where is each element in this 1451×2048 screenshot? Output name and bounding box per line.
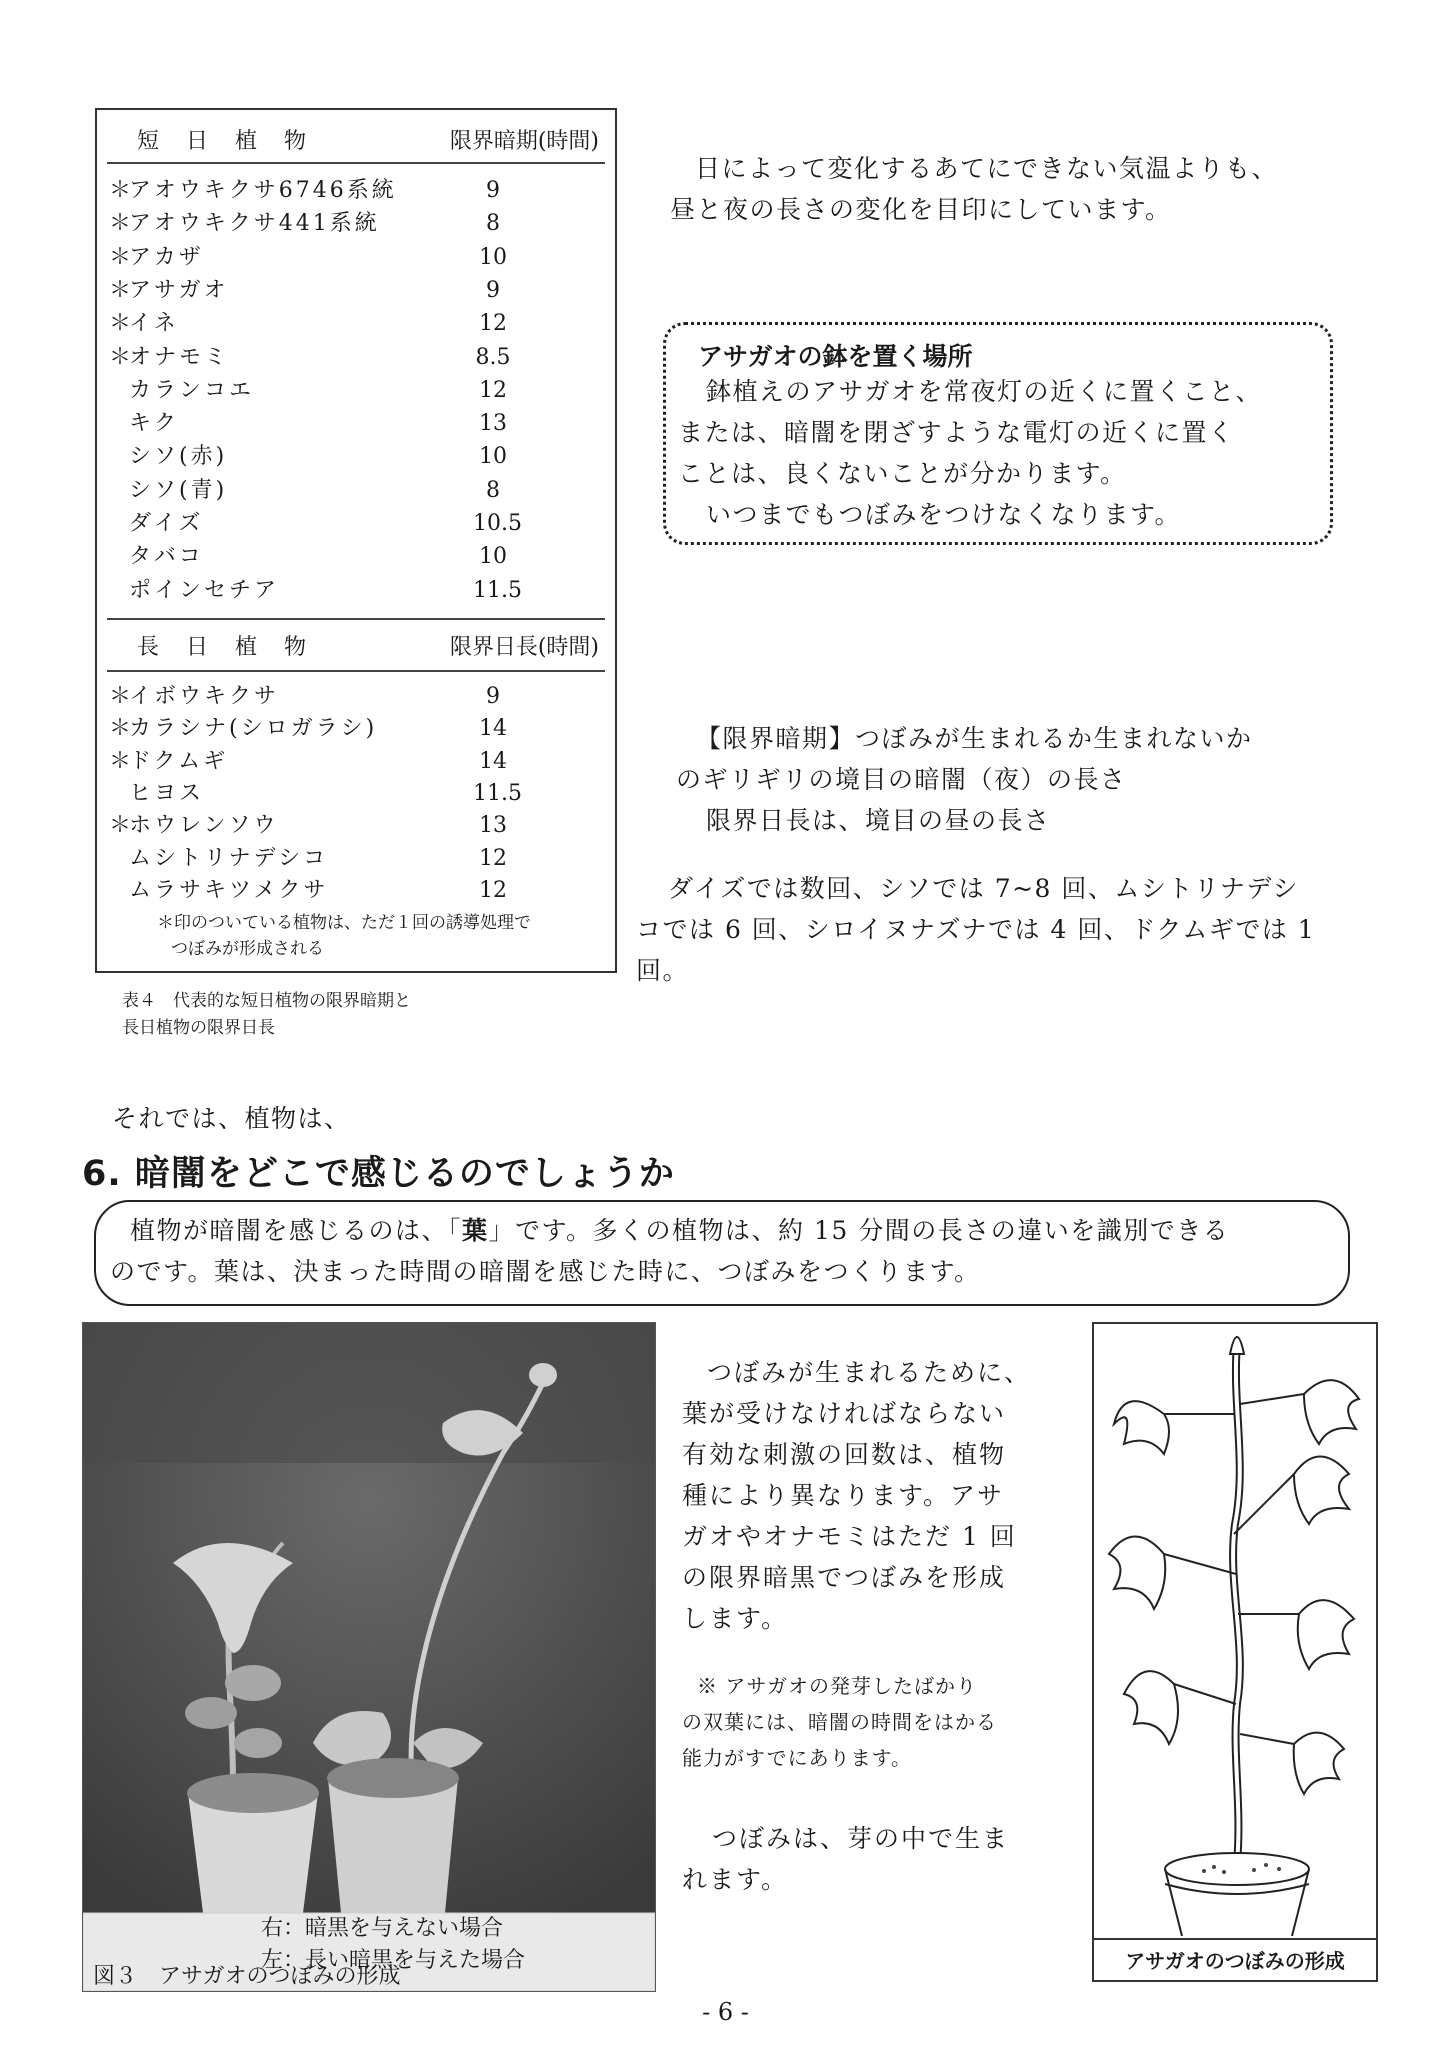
plant-name: オナモミ [129,344,230,370]
table-row [97,209,615,239]
plant-value: 9 [486,178,500,203]
table-row [97,376,615,406]
photo-image [83,1323,655,1991]
bud-paragraph [682,1818,1009,1900]
plant-name: タバコ [129,544,204,570]
definition-line: 限界日長は、境目の昼の長さ [706,806,1051,835]
table-row [97,243,615,273]
plant-value: 10.5 [473,511,522,536]
table-row [97,476,615,506]
plant-name: ムラサキツメクサ [129,877,329,903]
row-mark: ＊ [109,277,132,303]
plant-name: アオウキクサ6746系統 [129,178,397,203]
photo-caption: 図３ アサガオのつぼみの形成 [93,1964,401,1989]
lead-text: それでは、植物は、 [112,1104,351,1133]
table-row [97,343,615,373]
drawing-figure [1092,1322,1378,1982]
cotyledon-note-line: の双葉には、暗闇の時間をはかる [682,1710,997,1734]
cotyledon-note-line: ※ アサガオの発芽したばかり [697,1674,977,1698]
table-row [97,844,615,874]
table-divider [107,162,605,164]
leaf-sensing-box [94,1200,1350,1306]
counts-line: ダイズでは数回、シソでは 7~8 回、ムシトリナデシ [668,874,1299,903]
middle-line: つぼみが生まれるために、 [707,1358,1032,1387]
pot-placement-box [663,322,1333,545]
intro-line: 昼と夜の長さの変化を目印にしています。 [670,195,1172,224]
page-number: - 6 - [702,1998,749,2026]
plant-value: 11.5 [473,577,522,603]
row-mark: ＊ [109,716,132,742]
plant-value: 12 [479,845,507,871]
plant-value: 8 [486,211,500,237]
cotyledon-note [682,1668,997,1776]
plant-name: アオウキクサ441系統 [129,211,380,237]
plant-name: ダイズ [129,511,204,536]
plant-value: 10 [479,544,507,570]
row-mark: ＊ [109,211,132,237]
plant-name: ポインセチア [129,577,280,603]
row-mark: ＊ [109,311,132,337]
table-row [97,779,615,809]
table-caption [122,988,411,1042]
pot-placement-text [678,371,1262,535]
intro-line: 日によって変化するあてにできない気温よりも、 [695,154,1279,183]
table-note-line: つぼみが形成される [171,939,324,959]
plant-name: ムシトリナデシコ [129,845,329,871]
long-day-header-unit: 限界日長(時間) [449,635,599,660]
plant-value: 8 [486,477,500,503]
table-row [97,409,615,439]
morning-glory-photo [82,1322,656,1992]
plant-name: キク [129,411,180,437]
table-row [97,747,615,777]
plant-value: 8.5 [475,344,511,370]
counts-line: コでは 6 回、シロイヌナズナでは 4 回、ドクムギでは 1 [636,915,1316,944]
plant-name: イネ [129,311,179,337]
middle-line: ガオやオナモミはただ 1 回 [682,1522,1017,1551]
morning-glory-drawing [1094,1324,1376,1936]
table-divider [107,670,605,672]
pot-placement-line: ことは、良くないことが分かります。 [678,459,1127,488]
plant-name: ホウレンソウ [129,813,279,839]
table-row [97,542,615,572]
plant-value: 9 [486,277,500,303]
table-row [97,682,615,712]
row-mark: ＊ [109,684,132,709]
photo-label-right: 右：暗黒を与えない場合 [261,1916,504,1941]
plant-value: 14 [479,716,507,742]
counts-paragraph [636,868,1315,991]
leaf-sensing-text-c: 」です。多くの植物は、約 15 分間の長さの違いを識別できる [488,1216,1230,1245]
middle-line: 有効な刺激の回数は、植物 [682,1440,1007,1469]
pot-placement-line: いつまでもつぼみをつけなくなります。 [706,500,1182,529]
plant-value: 13 [479,411,507,437]
leaf-sensing-line [110,1210,1229,1251]
row-mark: ＊ [109,813,132,839]
intro-paragraph [670,148,1278,230]
table-row [97,576,615,606]
plant-name: カラシナ(シロガラシ) [129,716,378,742]
counts-line: 回。 [636,956,690,985]
plant-table [95,108,617,973]
definition-line: 【限界暗期】つぼみが生まれるか生まれないか [696,724,1253,753]
plant-name: アカザ [129,244,204,270]
leaf-emphasis: 葉 [462,1216,489,1245]
pot-placement-line: または、暗闇を閉ざすような電灯の近くに置く [678,418,1235,447]
row-mark: ＊ [109,244,132,270]
plant-value: 14 [479,748,507,774]
table-caption-line: 表４ 代表的な短日植物の限界暗期と [122,991,411,1011]
plant-value: 11.5 [473,780,522,806]
table-row [97,509,615,539]
bud-line: つぼみは、芽の中で生ま [712,1824,1010,1853]
row-mark: ＊ [109,178,132,203]
short-day-header-label: 短 日 植 物 [137,129,316,154]
table-note-line: ＊印のついている植物は、ただ１回の誘導処理で [157,913,531,933]
table-row [97,176,615,206]
plant-value: 10 [479,444,507,470]
short-day-header-unit: 限界暗期(時間) [449,129,599,154]
plant-name: イボウキクサ [129,684,280,709]
photo-label-left: 左：長い暗黒を与えた場合 [261,1948,526,1973]
table-row [97,811,615,841]
leaf-sensing-text-a: 植物が暗闇を感じるのは、「 [130,1216,463,1245]
table-row [97,714,615,744]
row-mark: ＊ [109,748,132,774]
plant-value: 12 [479,877,507,903]
definition-line: のギリギリの境目の暗闇（夜）の長さ [676,765,1127,794]
middle-line: します。 [682,1604,789,1633]
table-caption-line: 長日植物の限界日長 [122,1018,275,1038]
cotyledon-note-line: 能力がすでにあります。 [682,1746,912,1770]
table-note [157,910,531,962]
row-mark: ＊ [109,344,132,370]
table-row [97,442,615,472]
middle-line: の限界暗黒でつぼみを形成 [682,1563,1007,1592]
leaf-sensing-line: のです。葉は、決まった時間の暗闇を感じた時に、つぼみをつくります。 [110,1257,981,1286]
pot-placement-line: 鉢植えのアサガオを常夜灯の近くに置くこと、 [706,377,1263,406]
leaf-sensing-text [110,1210,1229,1292]
plant-value: 12 [479,377,507,403]
pot-placement-title: アサガオの鉢を置く場所 [698,342,973,371]
section-heading: 6. 暗闇をどこで感じるのでしょうか [82,1154,675,1194]
long-day-header-label: 長 日 植 物 [137,635,316,660]
middle-line: 種により異なります。アサ [682,1481,1005,1510]
table-row [97,276,615,306]
table-divider [107,618,605,620]
plant-name: アサガオ [129,277,229,303]
plant-value: 10 [479,244,507,270]
plant-name: カランコエ [129,377,255,403]
definition-paragraph [676,718,1253,841]
plant-name: シソ(赤) [129,444,228,470]
middle-paragraph [682,1352,1031,1639]
drawing-caption: アサガオのつぼみの形成 [1092,1938,1378,1982]
bud-line: れます。 [682,1865,789,1894]
plant-value: 9 [486,684,500,709]
plant-name: ヒヨス [129,780,205,806]
plant-name: シソ(青) [129,477,228,503]
plant-value: 13 [479,813,507,839]
table-row [97,876,615,906]
plant-value: 12 [479,311,507,337]
table-row [97,309,615,339]
middle-line: 葉が受けなければならない [682,1399,1007,1428]
plant-name: ドクムギ [129,748,229,774]
